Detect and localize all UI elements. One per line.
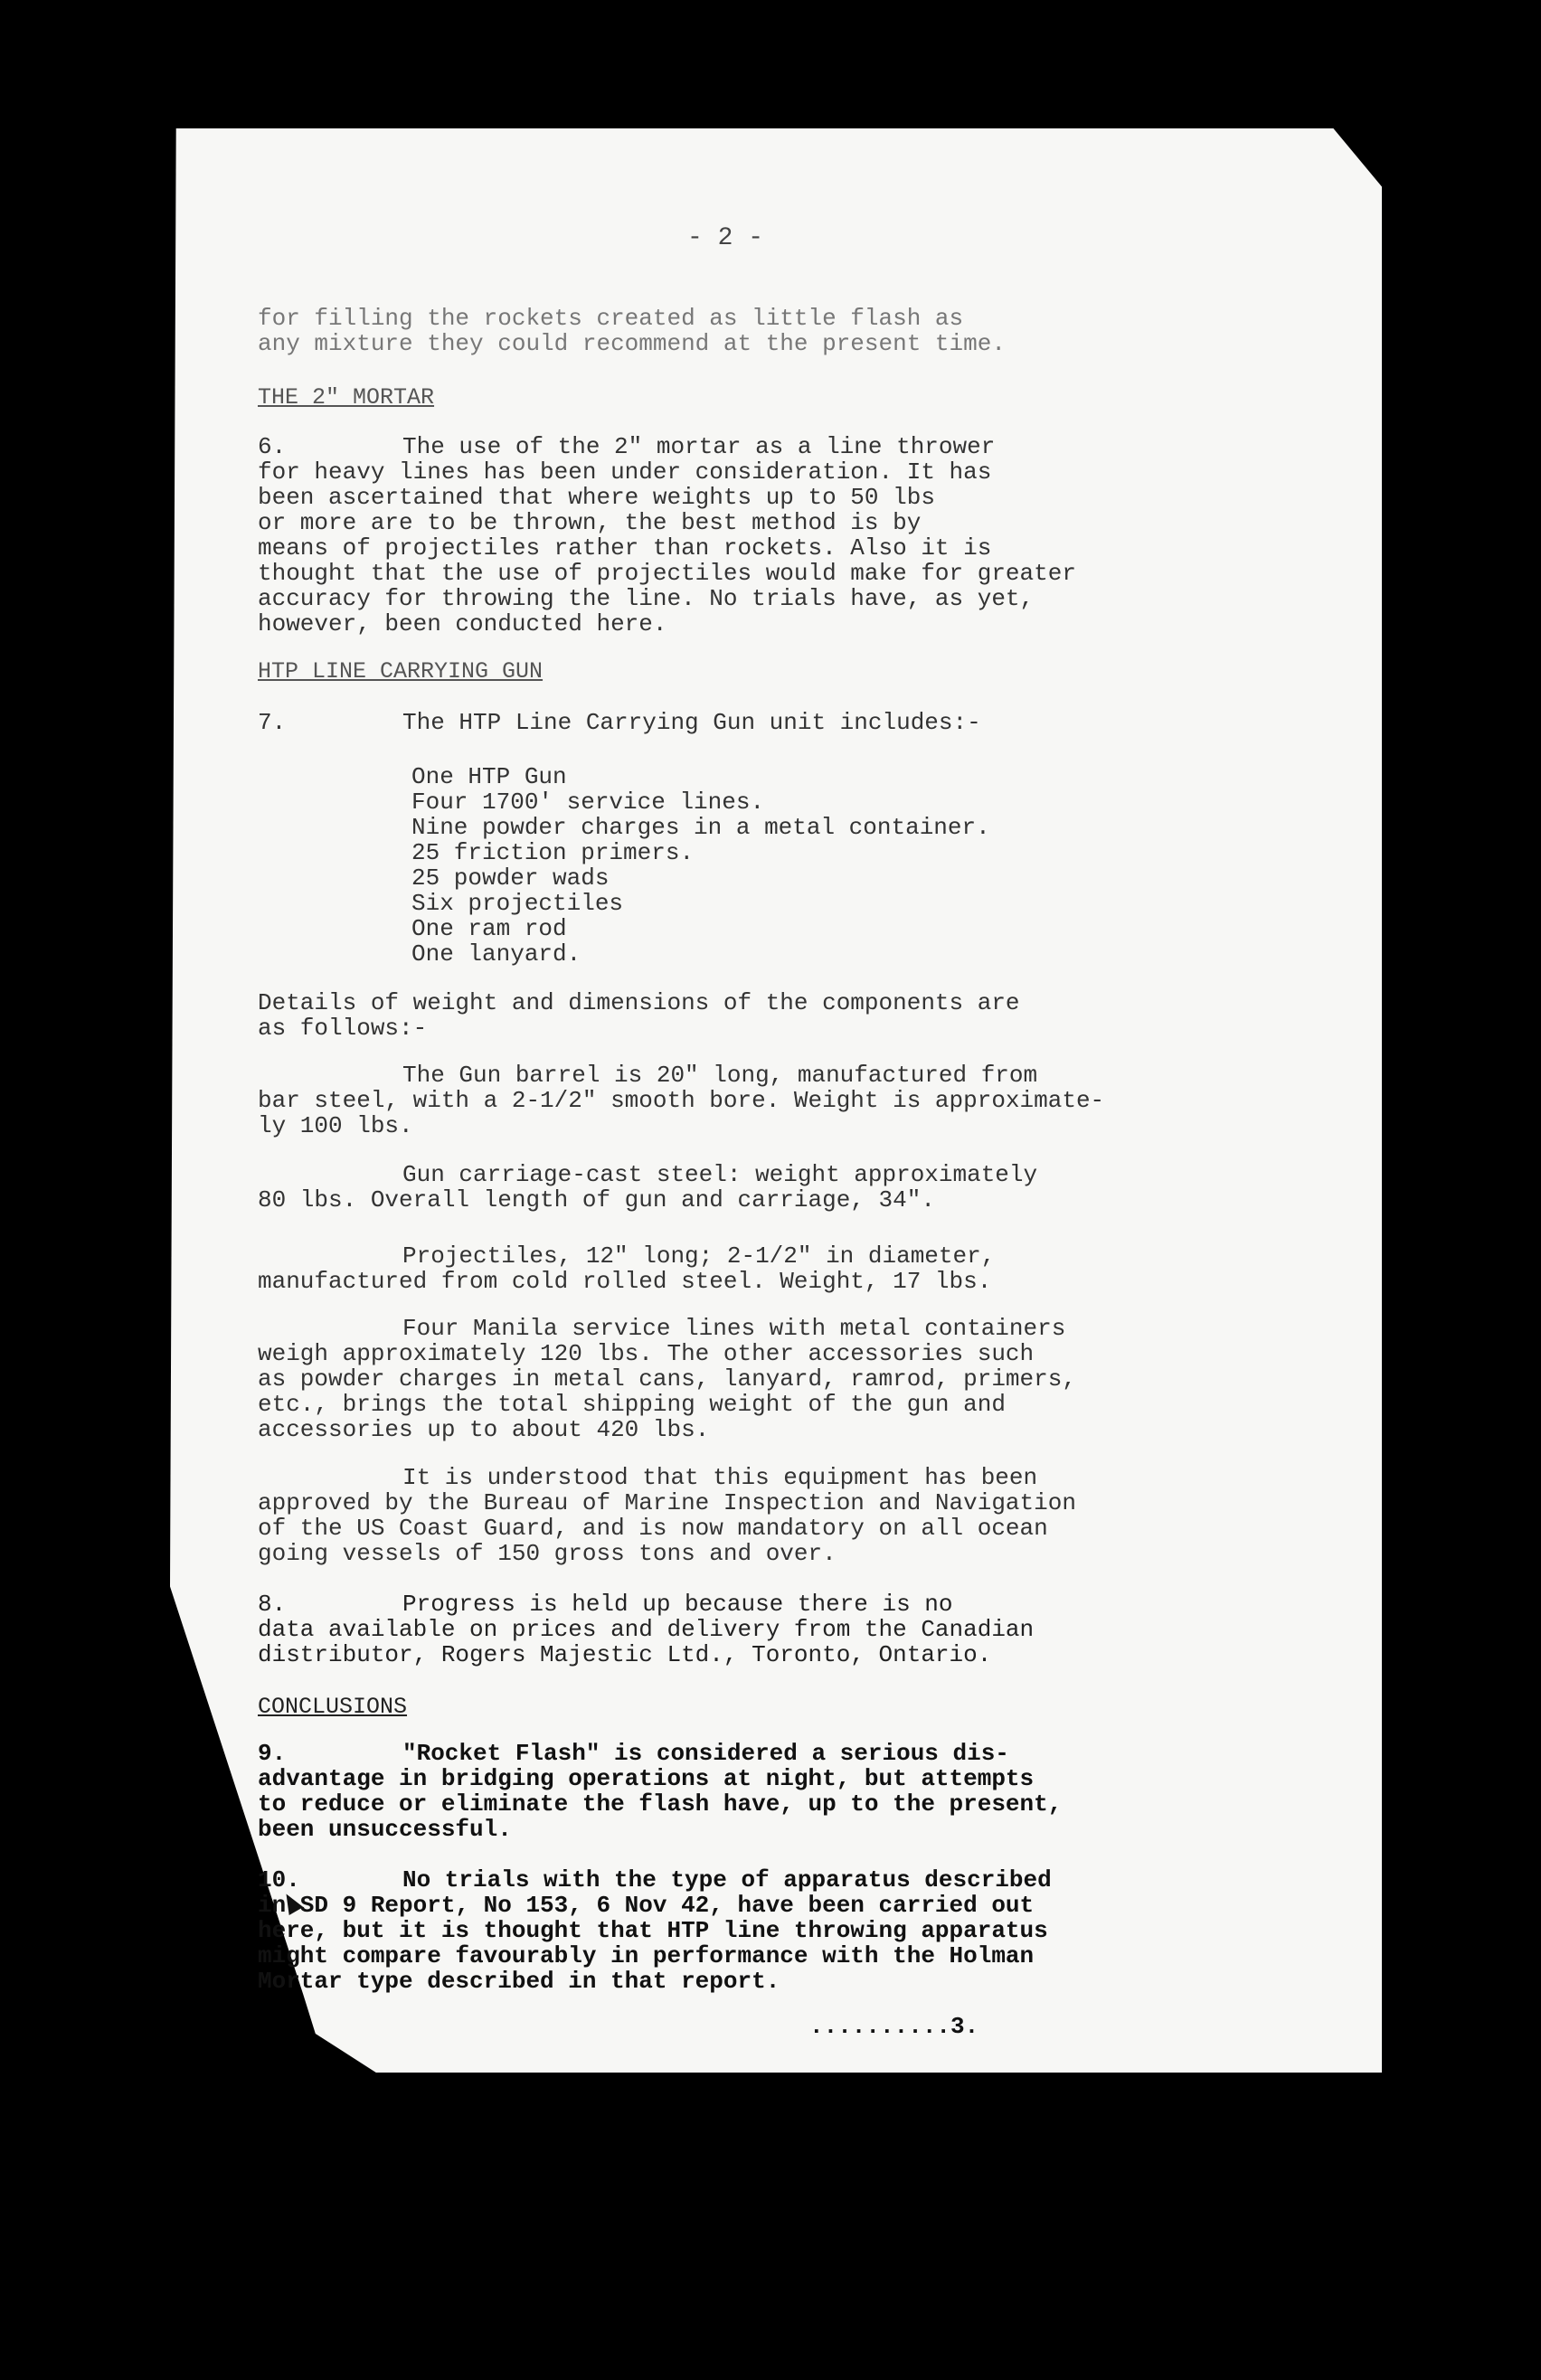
text-line: Mortar type described in that report. [258, 1968, 780, 1995]
paragraph-7 [258, 710, 1171, 735]
paragraph-number: 6. [258, 433, 287, 460]
page-number: - 2 - [687, 224, 764, 252]
continuation-marker: ..........3. [809, 2013, 979, 2040]
barrel-paragraph [258, 1062, 1171, 1138]
text-line: advantage in bridging operations at night, but attempts [258, 1765, 1035, 1792]
list-item: One HTP Gun [411, 763, 567, 790]
mortar-heading: THE 2" MORTAR [258, 384, 435, 411]
text-line: etc., brings the total shipping weight of the gun and [258, 1391, 1006, 1418]
list-item: Four 1700' service lines. [411, 789, 765, 816]
text-line: Four Manila service lines with metal containers [402, 1315, 1066, 1342]
text-line: here, but it is thought that HTP line throwing apparatus [258, 1917, 1048, 1944]
text-line: weigh approximately 120 lbs. The other accessories such [258, 1340, 1035, 1367]
list-item: Nine powder charges in a metal container. [411, 814, 990, 841]
approval-paragraph [258, 1465, 1171, 1566]
text-line: for heavy lines has been under consideration. It has [258, 458, 992, 486]
paragraph-8 [258, 1591, 1171, 1667]
text-line: ly 100 lbs. [258, 1112, 413, 1139]
text-line: accuracy for throwing the line. No trials have, as yet, [258, 585, 1035, 612]
text-line: No trials with the type of apparatus described [402, 1866, 1052, 1894]
text-line: been unsuccessful. [258, 1816, 512, 1843]
text-line: been ascertained that where weights up to 50 lbs [258, 484, 935, 511]
text-line: or more are to be thrown, the best method is by [258, 509, 922, 536]
projectiles-paragraph [258, 1243, 1171, 1294]
intro-paragraph [258, 306, 1153, 356]
text-line: Gun carriage-cast steel: weight approximately [402, 1161, 1038, 1188]
text-line: to reduce or eliminate the flash have, up to the present, [258, 1790, 1063, 1818]
carriage-paragraph [258, 1162, 1171, 1213]
equipment-list [411, 764, 990, 967]
text-line: approved by the Bureau of Marine Inspection and Navigation [258, 1489, 1076, 1516]
text-line: The HTP Line Carrying Gun unit includes:- [402, 709, 981, 736]
intro-line: any mixture they could recommend at the present time. [258, 330, 1006, 357]
text-line: distributor, Rogers Majestic Ltd., Toronto, Ontario. [258, 1641, 992, 1668]
lines-weight-paragraph [258, 1316, 1171, 1442]
text-line: in SD 9 Report, No 153, 6 Nov 42, have been carried out [258, 1892, 1035, 1919]
paragraph-number: 10. [258, 1866, 300, 1894]
list-item: 25 powder wads [411, 864, 610, 892]
text-line: manufactured from cold rolled steel. Weight, 17 lbs. [258, 1268, 992, 1295]
paragraph-number: 7. [258, 709, 287, 736]
text-line: accessories up to about 420 lbs. [258, 1416, 710, 1443]
text-line: The Gun barrel is 20" long, manufactured from [402, 1062, 1038, 1089]
paragraph-number: 9. [258, 1740, 287, 1767]
list-item: 25 friction primers. [411, 839, 695, 866]
intro-line: for filling the rockets created as little flash as [258, 305, 964, 332]
list-item: One ram rod [411, 915, 567, 942]
text-line: It is understood that this equipment has been [402, 1464, 1038, 1491]
text-line: means of projectiles rather than rockets. Also it is [258, 534, 992, 562]
text-line: as powder charges in metal cans, lanyard, ramrod, primers, [258, 1365, 1076, 1393]
text-line: Progress is held up because there is no [402, 1591, 953, 1618]
paragraph-6 [258, 434, 1171, 637]
text-line: as follows:- [258, 1015, 428, 1042]
text-line: Details of weight and dimensions of the components are [258, 989, 1020, 1016]
text-line: going vessels of 150 gross tons and over. [258, 1540, 837, 1567]
text-line: "Rocket Flash" is considered a serious dis- [402, 1740, 1009, 1767]
text-line: The use of the 2" mortar as a line thrower [402, 433, 996, 460]
list-item: One lanyard. [411, 940, 581, 968]
text-line: bar steel, with a 2-1/2" smooth bore. Weight is approximate- [258, 1087, 1105, 1114]
list-item: Six projectiles [411, 890, 624, 917]
htp-heading: HTP LINE CARRYING GUN [258, 658, 544, 685]
paragraph-number: 8. [258, 1591, 287, 1618]
paragraph-10 [258, 1867, 1171, 1994]
details-paragraph [258, 990, 1171, 1041]
text-line: thought that the use of projectiles would make for greater [258, 560, 1076, 587]
text-line: Projectiles, 12" long; 2-1/2" in diameter, [402, 1242, 996, 1270]
paragraph-9 [258, 1741, 1171, 1842]
text-line: however, been conducted here. [258, 610, 667, 638]
conclusions-heading: CONCLUSIONS [258, 1694, 408, 1720]
text-line: 80 lbs. Overall length of gun and carriage, 34". [258, 1186, 935, 1214]
text-line: data available on prices and delivery from the Canadian [258, 1616, 1035, 1643]
text-line: might compare favourably in performance with the Holman [258, 1942, 1035, 1969]
text-line: of the US Coast Guard, and is now mandatory on all ocean [258, 1515, 1048, 1542]
